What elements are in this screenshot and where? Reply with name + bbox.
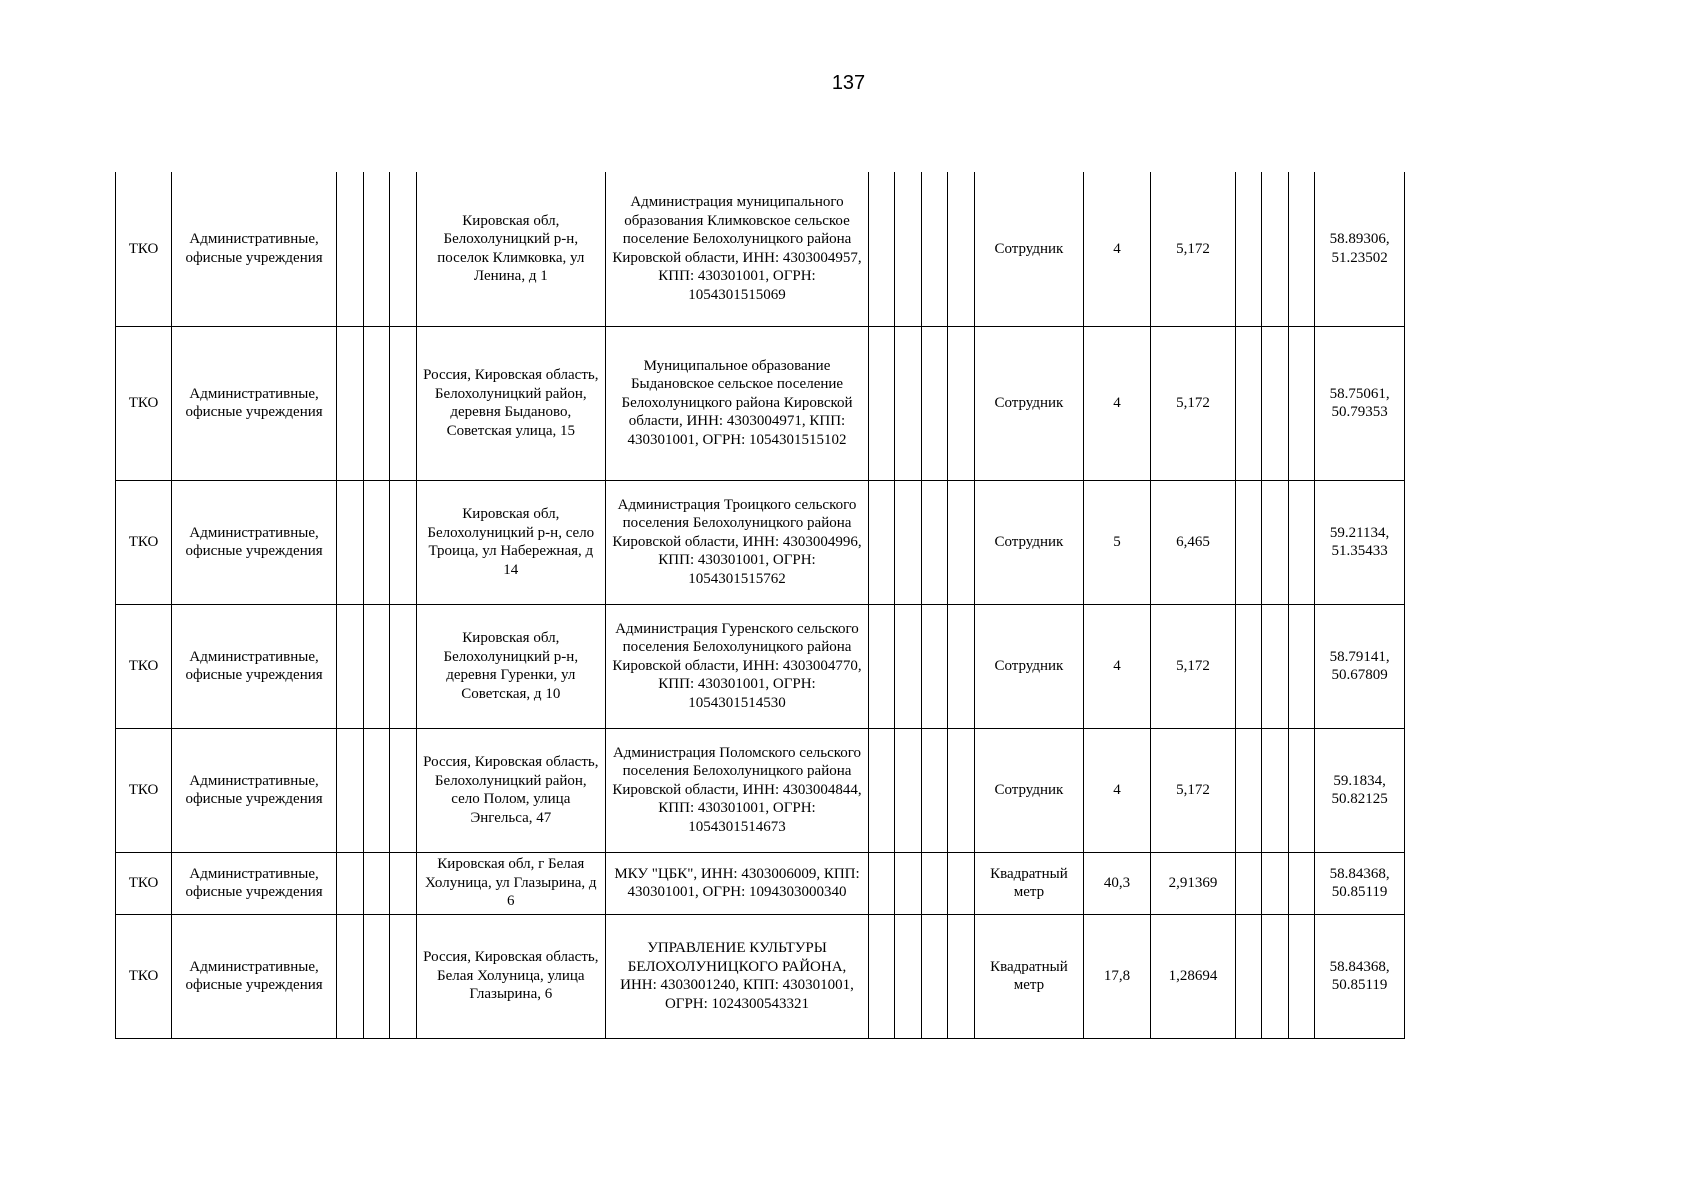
empty-cell (1235, 852, 1261, 914)
empty-cell (1235, 480, 1261, 604)
unit-cell: Сотрудник (974, 604, 1083, 728)
empty-cell (337, 852, 363, 914)
empty-cell (921, 604, 947, 728)
coordinates-cell: 58.84368, 50.85119 (1315, 914, 1405, 1038)
category-cell: Административные, офисные учреждения (172, 728, 337, 852)
empty-cell (390, 326, 416, 480)
quantity-cell: 5 (1083, 480, 1150, 604)
volume-cell: 5,172 (1151, 172, 1236, 326)
volume-cell: 1,28694 (1151, 914, 1236, 1038)
waste-registry-table (115, 172, 1405, 1039)
volume-cell: 5,172 (1151, 728, 1236, 852)
empty-cell (1288, 852, 1314, 914)
coordinates-cell: 59.1834, 50.82125 (1315, 728, 1405, 852)
quantity-cell: 4 (1083, 604, 1150, 728)
empty-cell (895, 728, 921, 852)
category-cell: Административные, офисные учреждения (172, 326, 337, 480)
empty-cell (1262, 728, 1288, 852)
empty-cell (948, 480, 974, 604)
volume-cell: 5,172 (1151, 326, 1236, 480)
empty-cell (337, 604, 363, 728)
empty-cell (868, 172, 894, 326)
empty-cell (1262, 172, 1288, 326)
quantity-cell: 4 (1083, 326, 1150, 480)
table-row (116, 480, 1405, 604)
table-row (116, 172, 1405, 326)
volume-cell: 6,465 (1151, 480, 1236, 604)
address-cell: Кировская обл, Белохолуницкий р-н, деревня Гуренки, ул Советская, д 10 (416, 604, 606, 728)
page-number: 137 (831, 72, 866, 94)
empty-cell (1262, 852, 1288, 914)
category-cell: Административные, офисные учреждения (172, 914, 337, 1038)
empty-cell (921, 728, 947, 852)
address-cell: Россия, Кировская область, Белая Холуница, улица Глазырина, 6 (416, 914, 606, 1038)
volume-cell: 2,91369 (1151, 852, 1236, 914)
category-cell: Административные, офисные учреждения (172, 480, 337, 604)
empty-cell (1288, 326, 1314, 480)
empty-cell (868, 480, 894, 604)
waste-type-cell: ТКО (116, 728, 172, 852)
quantity-cell: 4 (1083, 172, 1150, 326)
coordinates-cell: 58.89306, 51.23502 (1315, 172, 1405, 326)
empty-cell (868, 326, 894, 480)
empty-cell (868, 852, 894, 914)
empty-cell (948, 728, 974, 852)
waste-type-cell: ТКО (116, 604, 172, 728)
empty-cell (1262, 914, 1288, 1038)
empty-cell (895, 604, 921, 728)
waste-type-cell: ТКО (116, 480, 172, 604)
waste-type-cell: ТКО (116, 172, 172, 326)
empty-cell (948, 604, 974, 728)
empty-cell (948, 326, 974, 480)
empty-cell (1262, 326, 1288, 480)
empty-cell (1288, 172, 1314, 326)
empty-cell (390, 852, 416, 914)
unit-cell: Квадратный метр (974, 914, 1083, 1038)
empty-cell (1235, 604, 1261, 728)
table-row (116, 326, 1405, 480)
coordinates-cell: 59.21134, 51.35433 (1315, 480, 1405, 604)
unit-cell: Квадратный метр (974, 852, 1083, 914)
empty-cell (1262, 604, 1288, 728)
empty-cell (363, 326, 389, 480)
empty-cell (337, 914, 363, 1038)
coordinates-cell: 58.79141, 50.67809 (1315, 604, 1405, 728)
address-cell: Россия, Кировская область, Белохолуницкий район, деревня Быданово, Советская улица, 15 (416, 326, 606, 480)
address-cell: Кировская обл, Белохолуницкий р-н, село Троица, ул Набережная, д 14 (416, 480, 606, 604)
empty-cell (868, 604, 894, 728)
organization-cell: МКУ "ЦБК", ИНН: 4303006009, КПП: 430301001, ОГРН: 1094303000340 (606, 852, 869, 914)
empty-cell (337, 480, 363, 604)
organization-cell: Администрация Поломского сельского поселения Белохолуницкого района Кировской области, ИНН: 4303004844, КПП: 430301001, ОГРН: 1054301514673 (606, 728, 869, 852)
category-cell: Административные, офисные учреждения (172, 852, 337, 914)
empty-cell (390, 914, 416, 1038)
empty-cell (1235, 172, 1261, 326)
empty-cell (948, 914, 974, 1038)
address-cell: Кировская обл, г Белая Холуница, ул Глазырина, д 6 (416, 852, 606, 914)
empty-cell (1235, 326, 1261, 480)
empty-cell (390, 728, 416, 852)
volume-cell: 5,172 (1151, 604, 1236, 728)
empty-cell (1288, 604, 1314, 728)
unit-cell: Сотрудник (974, 326, 1083, 480)
empty-cell (1235, 914, 1261, 1038)
category-cell: Административные, офисные учреждения (172, 604, 337, 728)
organization-cell: УПРАВЛЕНИЕ КУЛЬТУРЫ БЕЛОХОЛУНИЦКОГО РАЙОНА, ИНН: 4303001240, КПП: 430301001, ОГРН: 1024300543321 (606, 914, 869, 1038)
empty-cell (337, 728, 363, 852)
empty-cell (868, 914, 894, 1038)
quantity-cell: 17,8 (1083, 914, 1150, 1038)
empty-cell (921, 172, 947, 326)
empty-cell (895, 480, 921, 604)
organization-cell: Муниципальное образование Быдановское сельское поселение Белохолуницкого района Кировской области, ИНН: 4303004971, КПП: 430301001, ОГРН: 1054301515102 (606, 326, 869, 480)
empty-cell (390, 480, 416, 604)
empty-cell (337, 172, 363, 326)
empty-cell (921, 480, 947, 604)
empty-cell (1288, 728, 1314, 852)
address-cell: Кировская обл, Белохолуницкий р-н, поселок Климковка, ул Ленина, д 1 (416, 172, 606, 326)
quantity-cell: 40,3 (1083, 852, 1150, 914)
empty-cell (948, 172, 974, 326)
empty-cell (363, 172, 389, 326)
empty-cell (390, 172, 416, 326)
empty-cell (895, 172, 921, 326)
empty-cell (363, 604, 389, 728)
table-row (116, 914, 1405, 1038)
waste-type-cell: ТКО (116, 326, 172, 480)
category-cell: Административные, офисные учреждения (172, 172, 337, 326)
empty-cell (1288, 914, 1314, 1038)
address-cell: Россия, Кировская область, Белохолуницкий район, село Полом, улица Энгельса, 47 (416, 728, 606, 852)
unit-cell: Сотрудник (974, 480, 1083, 604)
waste-type-cell: ТКО (116, 914, 172, 1038)
table-row (116, 852, 1405, 914)
empty-cell (1288, 480, 1314, 604)
empty-cell (363, 914, 389, 1038)
empty-cell (1235, 728, 1261, 852)
empty-cell (895, 914, 921, 1038)
coordinates-cell: 58.84368, 50.85119 (1315, 852, 1405, 914)
organization-cell: Администрация Троицкого сельского поселения Белохолуницкого района Кировской области, ИНН: 4303004996, КПП: 430301001, ОГРН: 1054301515762 (606, 480, 869, 604)
empty-cell (363, 852, 389, 914)
empty-cell (895, 852, 921, 914)
waste-type-cell: ТКО (116, 852, 172, 914)
coordinates-cell: 58.75061, 50.79353 (1315, 326, 1405, 480)
table-row (116, 604, 1405, 728)
empty-cell (868, 728, 894, 852)
empty-cell (363, 480, 389, 604)
empty-cell (337, 326, 363, 480)
unit-cell: Сотрудник (974, 728, 1083, 852)
empty-cell (895, 326, 921, 480)
empty-cell (948, 852, 974, 914)
unit-cell: Сотрудник (974, 172, 1083, 326)
organization-cell: Администрация Гуренского сельского поселения Белохолуницкого района Кировской области, ИНН: 4303004770, КПП: 430301001, ОГРН: 1054301514530 (606, 604, 869, 728)
organization-cell: Администрация муниципального образования Климковское сельское поселение Белохолуницкого района Кировской области, ИНН: 4303004957, КПП: 430301001, ОГРН: 1054301515069 (606, 172, 869, 326)
empty-cell (921, 914, 947, 1038)
empty-cell (921, 326, 947, 480)
empty-cell (1262, 480, 1288, 604)
empty-cell (363, 728, 389, 852)
table-row (116, 728, 1405, 852)
quantity-cell: 4 (1083, 728, 1150, 852)
empty-cell (921, 852, 947, 914)
empty-cell (390, 604, 416, 728)
